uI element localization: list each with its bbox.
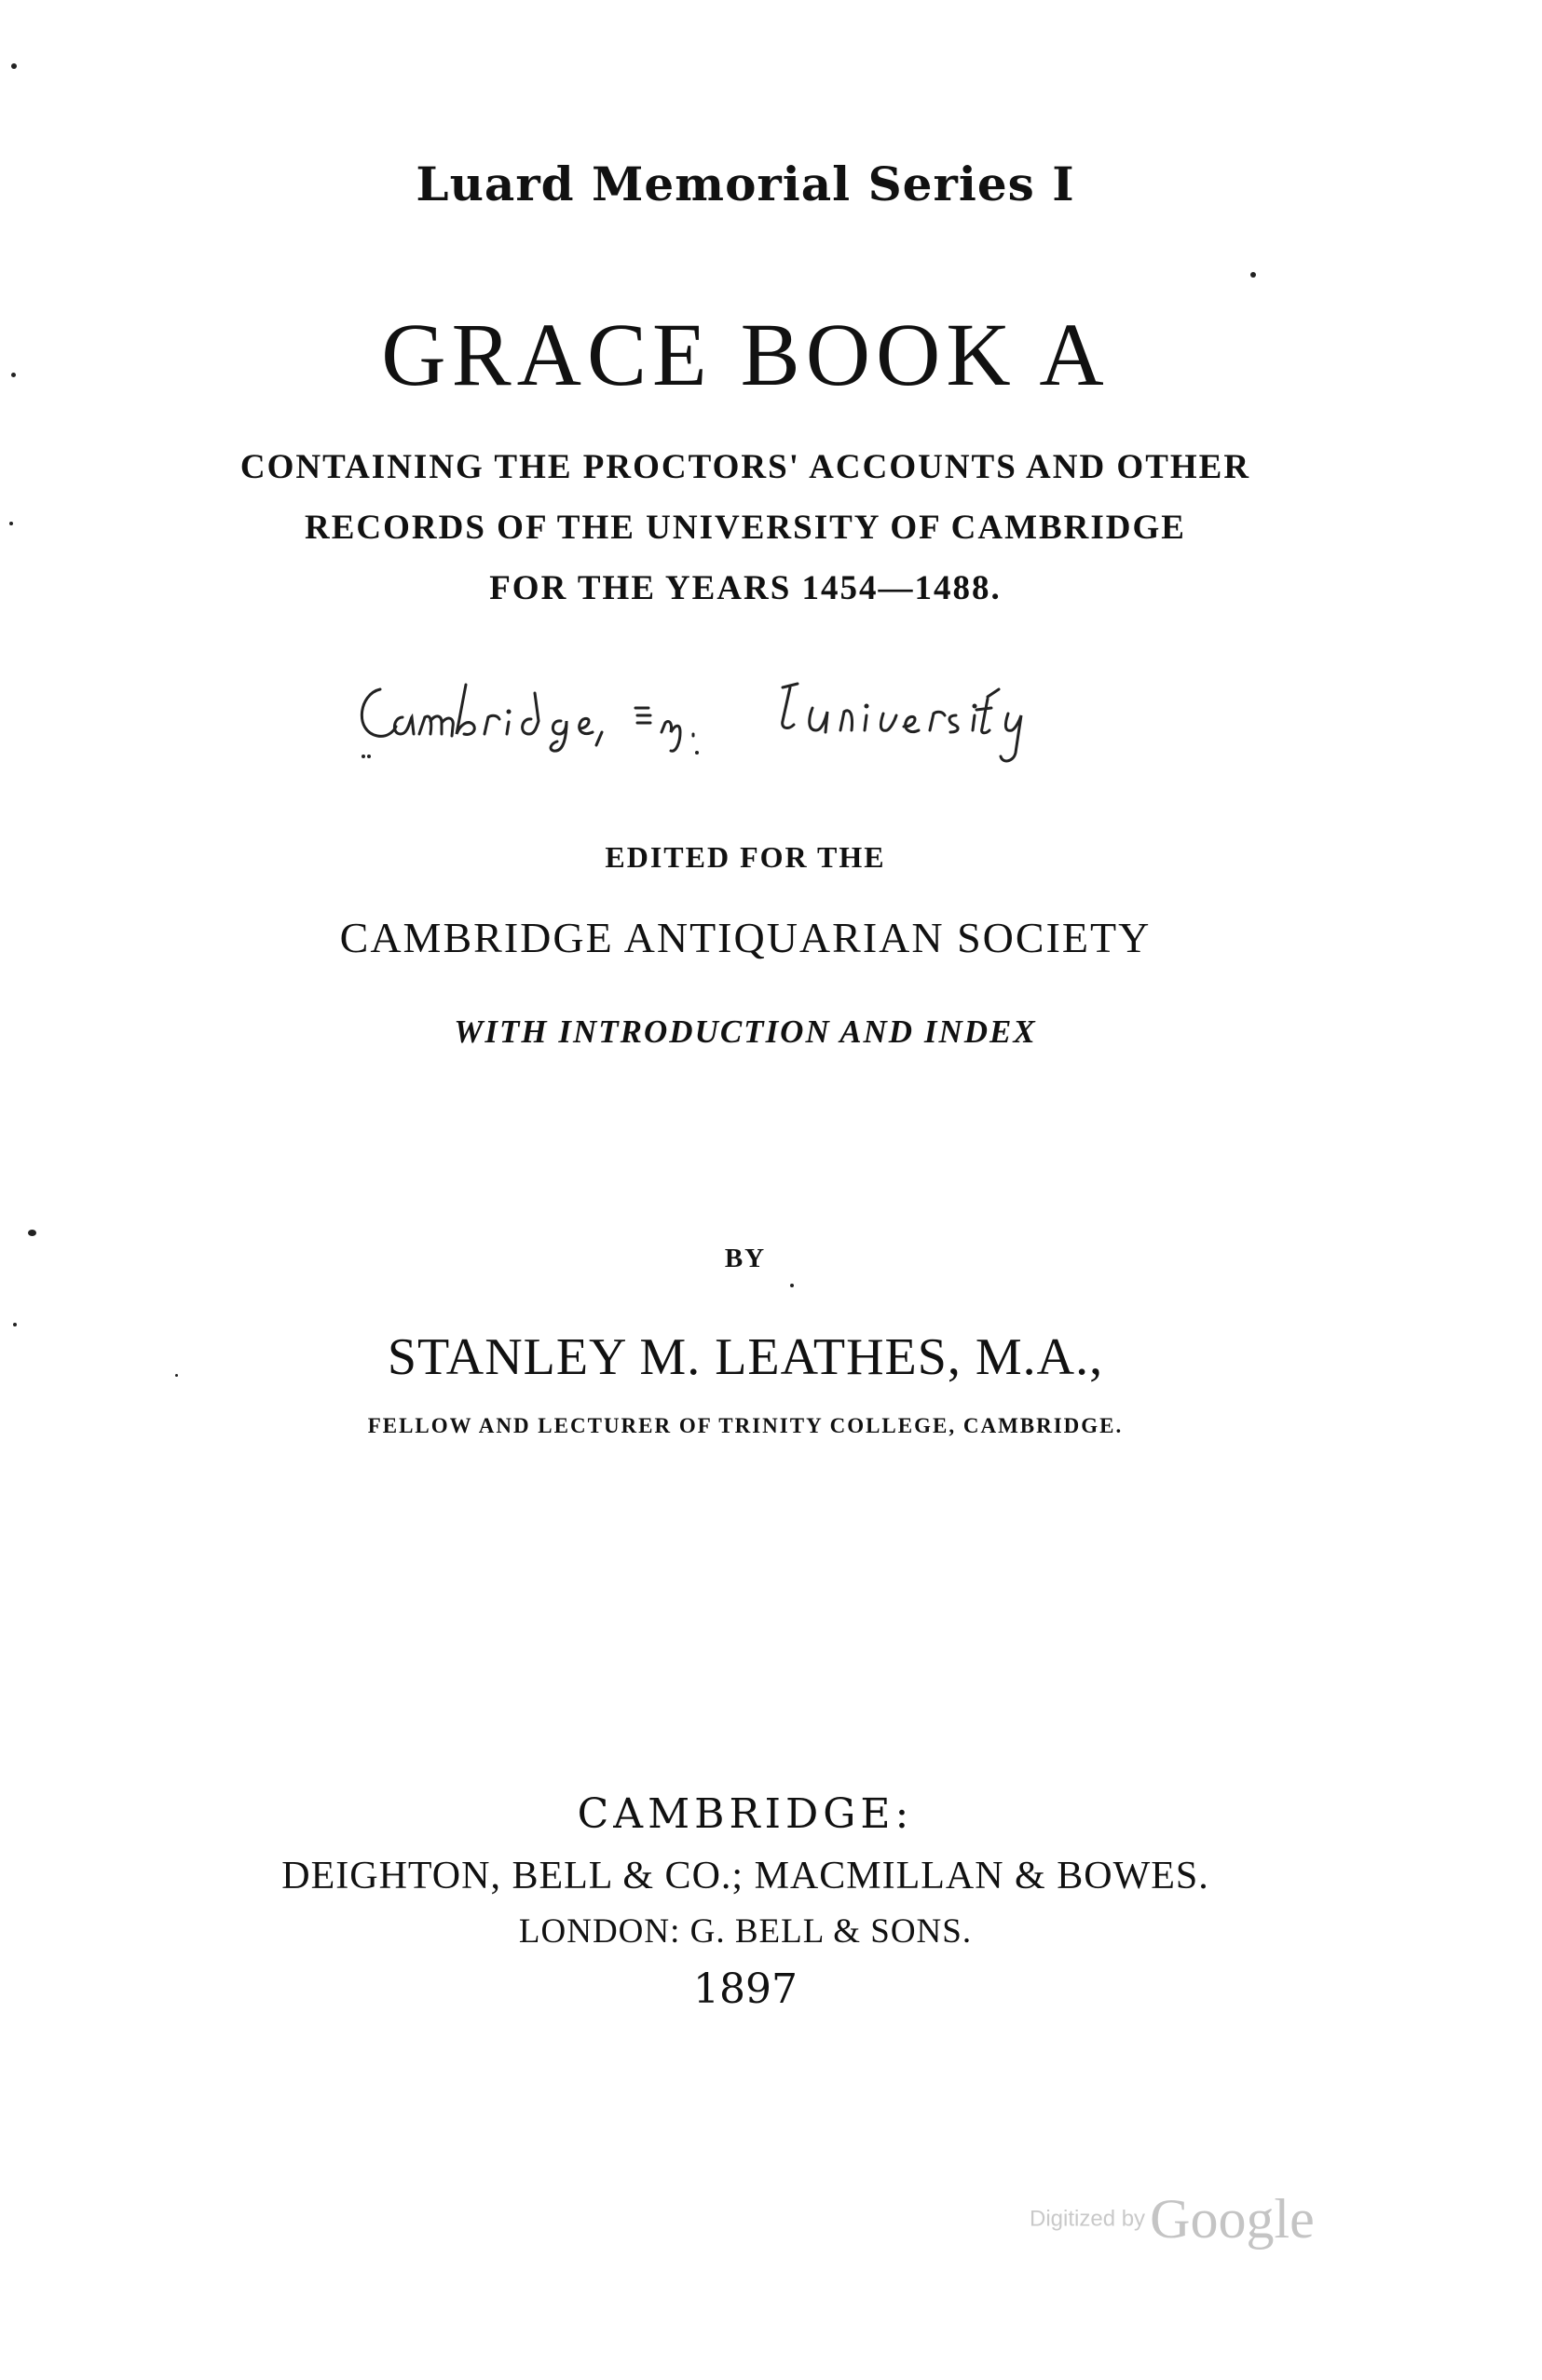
scan-speck — [28, 1230, 36, 1236]
scan-speck — [1250, 272, 1256, 278]
book-title: GRACE BOOK A — [381, 305, 1110, 404]
handwritten-library-note — [345, 643, 1183, 773]
scan-speck — [175, 1374, 178, 1377]
by-line: BY — [724, 1244, 767, 1273]
scan-speck — [13, 1323, 17, 1326]
digitized-watermark — [1030, 2187, 1315, 2252]
author-name: STANLEY M. LEATHES, M.A., — [387, 1328, 1104, 1386]
scan-speck — [11, 63, 17, 69]
scan-speck — [11, 373, 16, 377]
watermark-digitized-text: Digitized by — [1030, 2206, 1146, 2232]
subtitle-line-2: RECORDS OF THE UNIVERSITY OF CAMBRIDGE — [305, 509, 1186, 547]
london-publisher-line: LONDON: G. BELL & SONS. — [518, 1912, 973, 1951]
subtitle-line-3: FOR THE YEARS 1454—1488. — [489, 569, 1002, 607]
publishers-line: DEIGHTON, BELL & CO.; MACMILLAN & BOWES. — [281, 1855, 1209, 1897]
google-logo: Google — [1150, 2188, 1315, 2250]
society-name: CAMBRIDGE ANTIQUARIAN SOCIETY — [339, 914, 1152, 961]
edited-for-line: EDITED FOR THE — [605, 840, 886, 874]
series-title: Luard Memorial Series I — [416, 156, 1075, 211]
introduction-note: WITH INTRODUCTION AND INDEX — [454, 1013, 1037, 1050]
scan-speck — [790, 1284, 794, 1287]
subtitle-line-1: CONTAINING THE PROCTORS' ACCOUNTS AND OTHER — [239, 448, 1251, 486]
author-affiliation: FELLOW AND LECTURER OF TRINITY COLLEGE, CAMBRIDGE. — [367, 1414, 1124, 1437]
publication-year: 1897 — [693, 1965, 798, 2013]
publication-place: CAMBRIDGE: — [577, 1790, 914, 1838]
scan-speck — [9, 522, 13, 525]
